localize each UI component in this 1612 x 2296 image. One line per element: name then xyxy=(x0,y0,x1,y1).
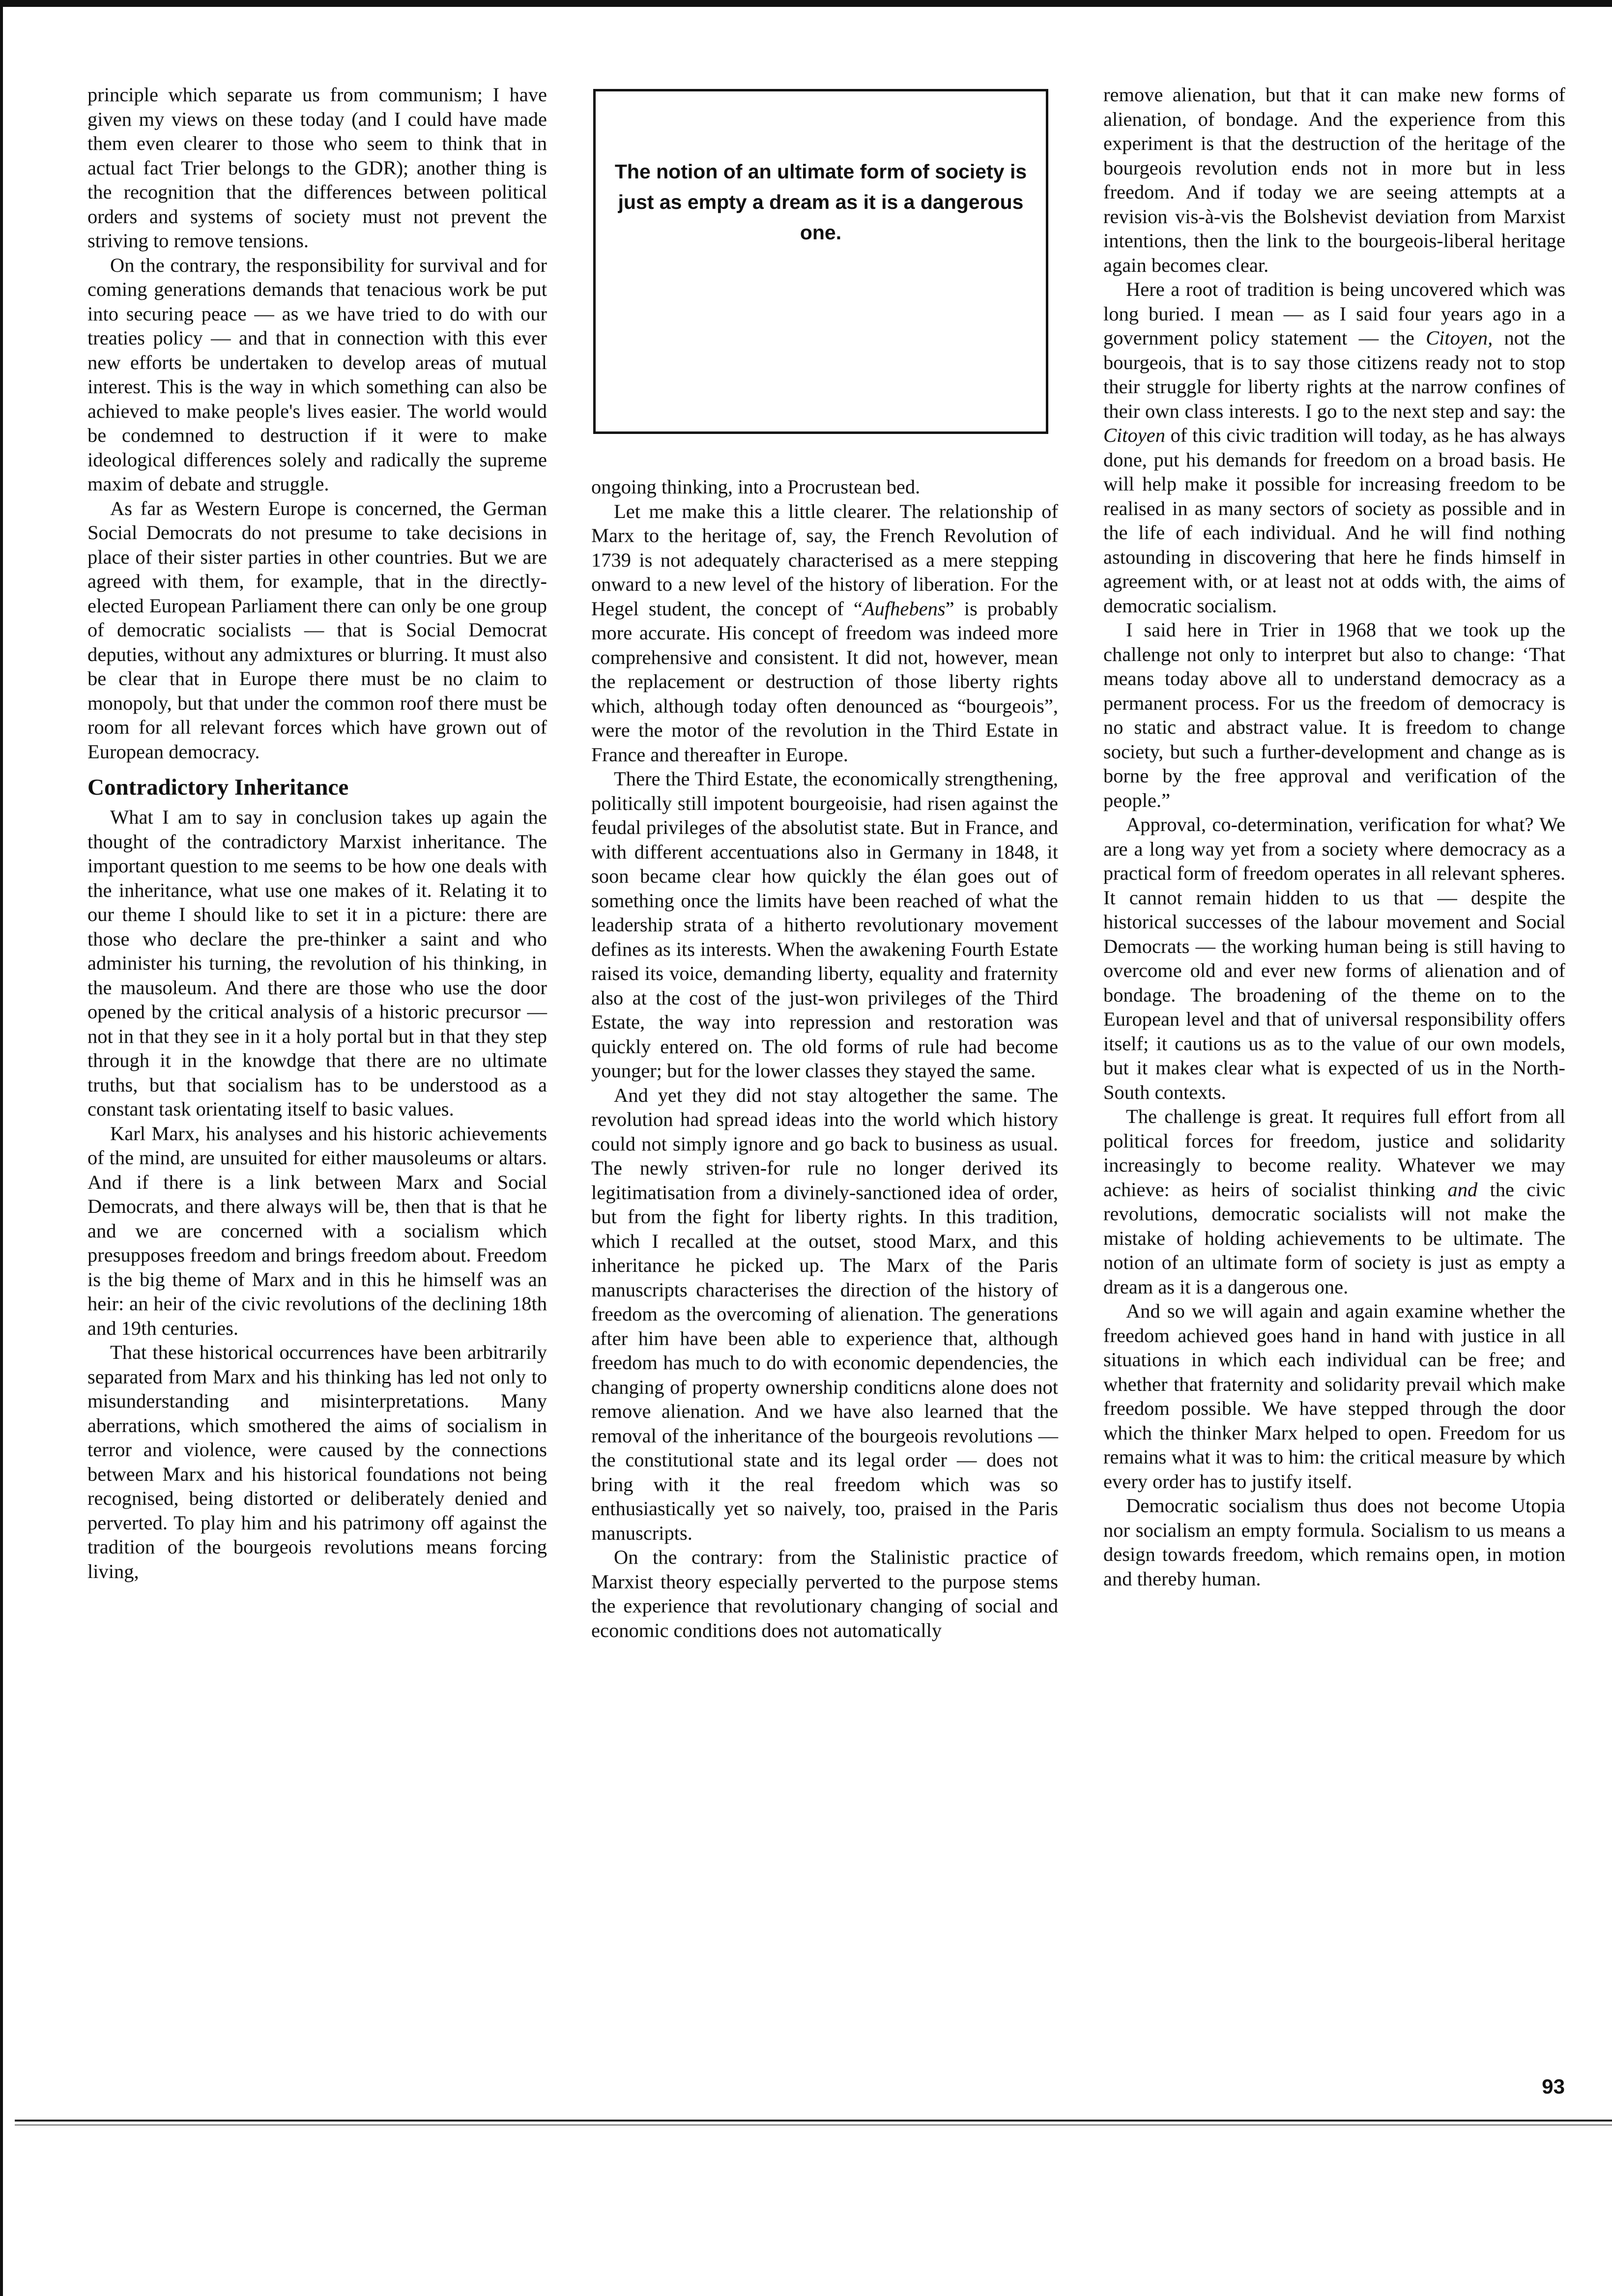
col3-p2-text-a: Here a root of tradition is being uncovered which was long buried. I mean — as I said four years ago in a government policy statement — the xyxy=(1103,278,1565,349)
col3-paragraph-4: Approval, co-determination, verification for what? We are a long way yet from a society where democracy as a practical form of freedom operates in all relevant spheres. It cannot remain hidden to us that — despite the historical successes of the labour movement and Social Democrats — the working human being is still having to overcome old and ever new forms of alienation and of bondage. The broadening of the theme on to the European level and that of universal responsibility offers itself; it cautions us as to the value of our own models, but it makes clear what is expected of us in the North-South contexts. xyxy=(1103,813,1565,1103)
footer-rule-thin xyxy=(15,2124,1612,2125)
col3-p2-italic-b: Citoyen xyxy=(1103,424,1165,446)
col3-paragraph-6: And so we will again and again examine whether the freedom achieved goes hand in hand with justice in all situations in which each individual can be free; and whether that fraternity and solidarity prevail which make freedom possible. We have stepped through the door which the thinker Marx helped to open. Freedom for us remains what it was to him: the critical measure by which every order has to justify itself. xyxy=(1103,1300,1565,1492)
pull-quote-text: The notion of an ultimate form of society is just as empty a dream as it is a dangerous one. xyxy=(614,160,1027,244)
col2-paragraph-1: ongoing thinking, into a Procrustean bed. xyxy=(591,476,921,498)
col1-paragraph-4: What I am to say in conclusion takes up again the thought of the contradictory Marxist inheritance. The important question to me seems to be how one deals with the inheritance, what use one makes of it. Relating it to our theme I should like to set it in a picture: there are those who declare the pre-thinker a saint and who administer his turning, the revolution of his thinking, in the mausoleum. And there are those who use the door opened by the critical analysis of a historic precursor — not in that they see in it a holy portal but in that they step through it in the knowdge that there are no ultimate truths, but that socialism has to be understood as a constant task orientating itself to basic values. xyxy=(87,806,547,1120)
col3-p5-italic: and xyxy=(1447,1178,1478,1201)
col3-p2-italic-a: Citoyen, xyxy=(1426,327,1493,349)
col1-paragraph-3: As far as Western Europe is concerned, the German Social Democrats do not presume to take decisions in place of their sister parties in other countries. But we are agreed with them, for example, that in the directly-elected European Parliament there can only be one group of democratic socialists — that is Social Democrat deputies, without any admixtures or blurring. It must also be clear that in Europe there must be no claim to monopoly, but that under the common roof there must be room for all relevant forces which have grown out of European democracy. xyxy=(87,497,547,763)
col3-paragraph-2 xyxy=(1103,277,1565,618)
col3-p2-text-b: not the bourgeois, that is to say those citizens ready not to stop their struggle for liberty rights at the narrow confines of their own class interests. I go to the next step and say: the xyxy=(1103,327,1565,422)
column-1 xyxy=(87,83,547,1583)
col3-p2-text-c: of this civic tradition will today, as he has always done, put his demands for freedom on a broad basis. He will help make it possible for increasing freedom to be realised in as many sectors of society as possible and in the life of each individual. And he will find nothing astounding in discovering that here he finds himself in agreement with, or at least not at odds with, the aims of democratic socialism. xyxy=(1103,424,1565,617)
col3-p5-text-b: the civic revolutions, democratic socialists will not make the mistake of holding achievements to be ultimate. The notion of an ultimate form of society is just as empty a dream as it is a dangerous one. xyxy=(1103,1178,1565,1298)
column-2 xyxy=(591,475,1058,1642)
page-number: 93 xyxy=(1542,2075,1565,2098)
col3-paragraph-7: Democratic socialism thus does not become Utopia nor socialism an empty formula. Socialism to us means a design towards freedom, which remains open, in motion and thereby human. xyxy=(1103,1494,1565,1590)
col1-paragraph-5: Karl Marx, his analyses and his historic achievements of the mind, are unsuited for either mausoleums or altars. And if there is a link between Marx and Social Democrats, and there always will be, then that is that he and we are concerned with a socialism which presupposes freedom and brings freedom about. Freedom is the big theme of Marx and in this he himself was an heir: an heir of the civic revolutions of the declining 18th and 19th centuries. xyxy=(87,1122,547,1339)
col2-p2-italic: Aufhebens xyxy=(862,597,946,620)
col3-paragraph-1: remove alienation, but that it can make new forms of alienation, of bondage. And the experience from this experiment is that the destruction of the heritage of the bourgeois revolution ends not in more but in less freedom. And if today we are seeing attempts at a revision vis-à-vis the Bolshevist deviation from Marxist intentions, then the link to the bourgeois-liberal heritage again becomes clear. xyxy=(1103,84,1565,276)
col3-paragraph-5 xyxy=(1103,1104,1565,1299)
pull-quote-box xyxy=(593,89,1048,434)
col1-paragraph-6: That these historical occurrences have been arbitrarily separated from Marx and his thinking has led not only to misunderstanding and misinterpretations. Many aberrations, which smothered the aims of socialism in terror and violence, were caused by the connections between Marx and his historical foundations not being recognised, being distorted or deliberately denied and perverted. To play him and his patrimony off against the tradition of the bourgeois revolutions means forcing living, xyxy=(87,1341,547,1582)
column-3 xyxy=(1103,83,1565,1591)
col2-paragraph-4: And yet they did not stay altogether the same. The revolution had spread ideas into the world which history could not simply ignore and go back to business as usual. The newly striven-for rule no longer derived its legitimatisation from a divinely-sanctioned idea of order, but from the fight for liberty rights. In this tradition, which I recalled at the outset, stood Marx, and this inheritance he picked up. The Marx of the Paris manuscripts characterises the direction of the history of freedom as the overcoming of alienation. The generations after him have been able to experience that, although freedom has much to do with economic dependencies, the changing of property ownership conditicns alone does not remove alienation. And we have also learned that the removal of the inheritance of the bourgeois revolutions — the constitutional state and its legal order — does not bring with it the real freedom which was so enthusiastically yet so naively, too, praised in the Paris manuscripts. xyxy=(591,1084,1058,1544)
col2-paragraph-2 xyxy=(591,499,1058,767)
col2-paragraph-3: There the Third Estate, the economically strengthening, politically still impotent bourgeoisie, had risen against the feudal privileges of the absolutist state. But in France, and with different accentuations also in Germany in 1848, it soon became clear how quickly the élan goes out of something once the limits have been reached of what the leadership strata of a hitherto revolutionary movement defines as its interests. When the awakening Fourth Estate raised its voice, demanding liberty, equality and fraternity also at the cost of the just-won privileges of the Third Estate, the way into repression and restoration was quickly entered on. The old forms of rule had become younger; but for the lower classes they stayed the same. xyxy=(591,768,1058,1082)
page-top-border xyxy=(0,0,1612,7)
col1-paragraph-1: principle which separate us from communism; I have given my views on these today (and I could have made them even clearer to those who seem to think that in actual fact Trier belongs to the GDR); another thing is the recognition that the differences between political orders and systems of society must not prevent the striving to remove tensions. xyxy=(87,84,547,252)
section-heading: Contradictory Inheritance xyxy=(87,775,349,800)
col3-p5-text-a: The challenge is great. It requires full effort from all political forces for freedom, justice and solidarity increasingly to become reality. Whatever we may achieve: as heirs of socialist thinking xyxy=(1103,1105,1565,1201)
col3-paragraph-3: I said here in Trier in 1968 that we took up the challenge not only to interpret but also to change: ‘That means today above all to understand democracy as a permanent process. For us the freedom of democracy is no static and abstract value. It is freedom to change society, but such a further-development and change as is borne by the free approval and verification of the people.” xyxy=(1103,619,1565,811)
footer-rule xyxy=(15,2120,1612,2122)
page-left-border xyxy=(0,0,3,2296)
col2-paragraph-5: On the contrary: from the Stalinistic practice of Marxist theory especially perverted to the purpose stems the experience that revolutionary changing of social and economic conditions does not automatically xyxy=(591,1546,1058,1641)
col2-p2-text-a: Let me make this a little clearer. The relationship of Marx to the heritage of, say, the French Revolution of 1739 is not adequately characterised as a mere stepping onward to a new level of the history of liberation. For the Hegel student, the concept of “ xyxy=(591,500,1058,620)
col2-p2-text-b: ” is probably more accurate. His concept of freedom was indeed more comprehensive and consistent. It did not, however, mean the replacement or destruction of those liberty rights which, although today often denounced as “bourgeois”, were the motor of the revolution in the Third Estate in France and thereafter in Europe. xyxy=(591,597,1058,766)
col1-paragraph-2: On the contrary, the responsibility for survival and for coming generations demands that tenacious work be put into securing peace — as we have tried to do with our treaties policy — and that in connection with this ever new efforts be undertaken to develop areas of mutual interest. This is the way in which something can also be achieved to make people's lives easier. The world would be condemned to destruction if it were to make ideological differences solely and radically the supreme maxim of debate and struggle. xyxy=(87,254,547,495)
